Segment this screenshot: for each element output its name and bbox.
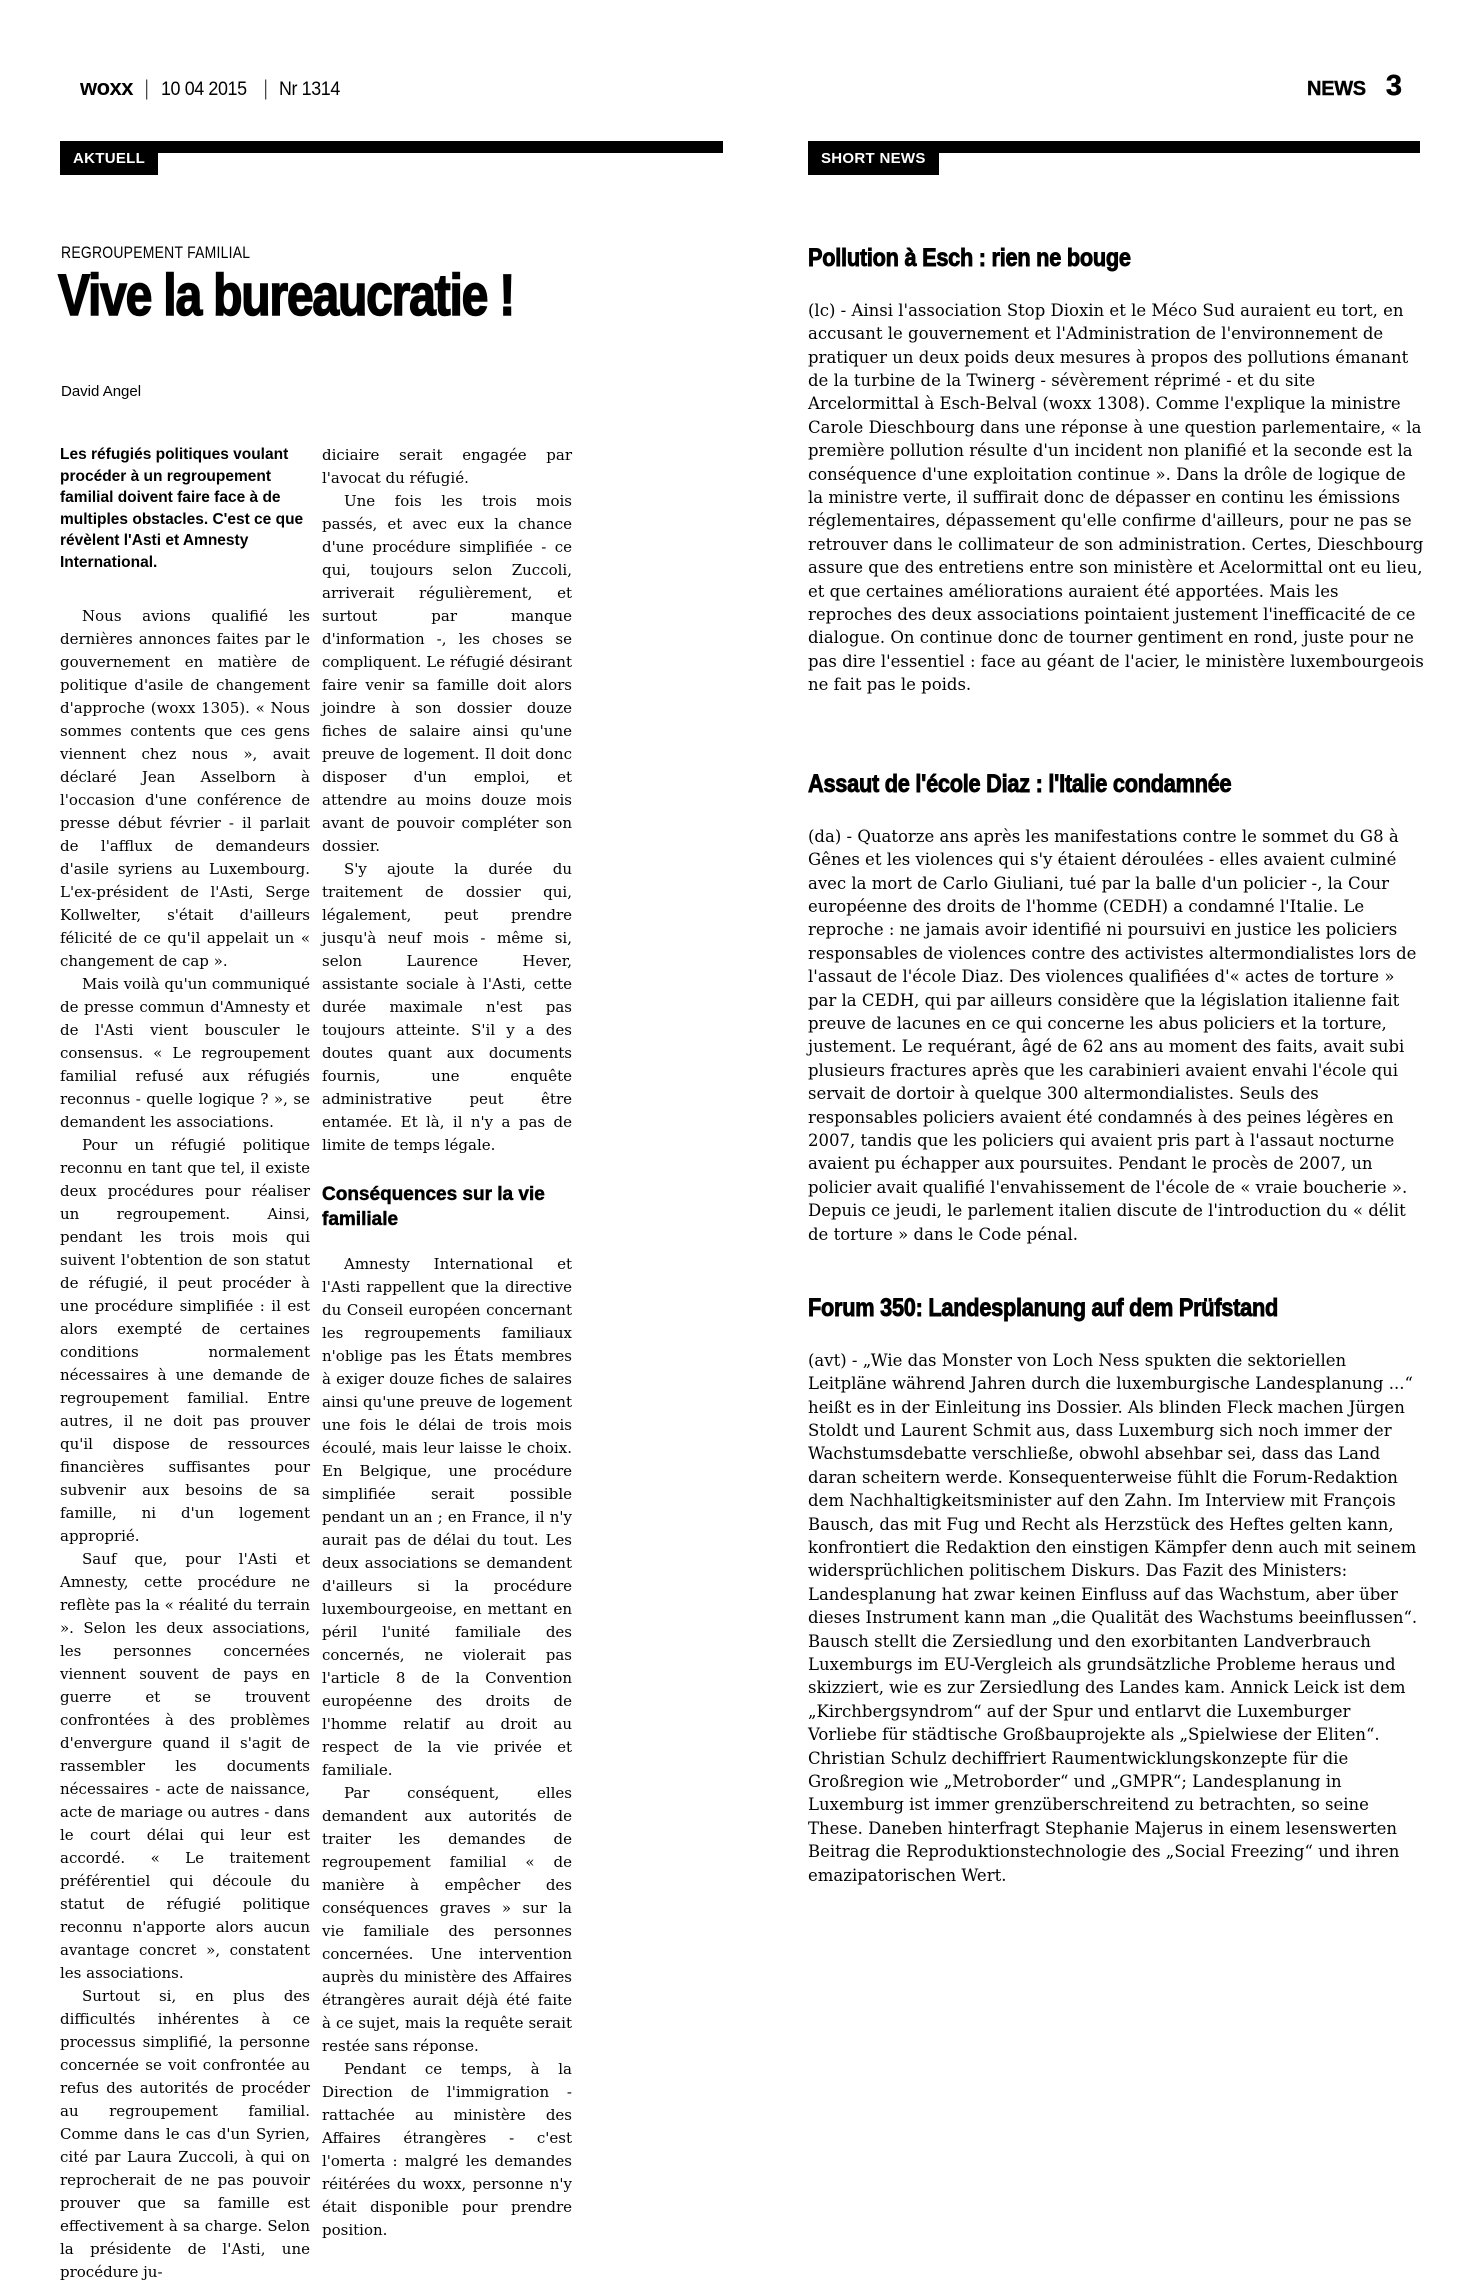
article-column-2-body: [322, 444, 572, 2242]
page-header: [80, 70, 1402, 102]
article-paragraph: Par conséquent, elles demandent aux autorités de traiter les demandes de regroupement familial « de manière à empêcher des conséquences graves » sur la vie familiale des personnes concernées. Une intervention auprès du ministère des Affaires étrangères aurait déjà été faite à ce sujet, mais la requête serait restée sans réponse.: [322, 1784, 572, 2055]
news-item-title: Pollution à Esch : rien ne bouge: [808, 244, 1131, 272]
article-kicker: REGROUPEMENT FAMILIAL: [61, 243, 251, 262]
article-paragraph: Amnesty International et l'Asti rappellent que la directive du Conseil européen concernant les regroupements familiaux n'oblige pas les États membres à exiger douze fiches de salaires ainsi qu'une preuve de logement une fois le délai de trois mois écoulé, mais leur laisse le choix. En Belgique, une procédure simplifiée serait possible pendant un an ; en France, il n'y aurait pas de délai du tout. Les deux associations se demandent d'ailleurs si la procédure luxembourgeoise, en mettant en péril l'unité familiale des concernés, ne violerait pas l'article 8 de la Convention européenne des droits de l'homme relatif au droit au respect de la vie privée et familiale.: [322, 1255, 572, 1779]
category-bar-left: [60, 141, 723, 153]
section-header: [1307, 70, 1402, 102]
news-item-text: (lc) - Ainsi l'association Stop Dioxin et le Méco Sud auraient eu tort, en accusant le gouvernement et l'Administration de l'environnement de pratiquer un deux poids deux mesures à propos des pollutions émanant de la turbine de la Twinerg - sévèrement réprimé - et du site Arcelormittal à Esch-Belval (woxx 1308). Comme l'explique la ministre Carole Dieschbourg dans une réponse à une question parlementaire, « la première pollution résulte d'un incident non planifié et la seconde est la conséquence d'une exploitation continue ». Dans la drôle de logique de la ministre verte, il suffirait donc de dépasser en continu les émissions réglementaires, dépassement qu'elle confirme d'ailleurs, pour ne pas se retrouver dans le collimateur de son administration. Certes, Dieschbourg assure que des entretiens entre son ministère et Acelormittal ont eu lieu, et que certaines améliorations auraient été apportées. Mais les reproches des deux associations pointaient justement l'inefficacité de ce dialogue. On continue donc de tourner gentiment en rond, juste pour ne pas dire l'essentiel : face au géant de l'acier, le ministère luxembourgeois ne fait pas le poids.: [808, 300, 1424, 695]
news-item: [808, 244, 1424, 697]
article-paragraph: Sauf que, pour l'Asti et Amnesty, cette procédure ne reflète pas la « réalité du terrain ». Selon les deux associations, les personnes concernées viennent souvent de pays en guerre et se trouvent confrontées à des problèmes d'envergure quand il s'agit de rassembler les documents nécessaires - acte de naissance, acte de mariage ou autres - dans le court délai qui leur est accordé. « Le traitement préférentiel qui découle du statut de réfugié politique reconnu n'apporte alors aucun avantage concret », constatent les associations.: [60, 1549, 310, 1982]
news-item: [808, 770, 1424, 1246]
article-paragraph: Une fois les trois mois passés, et avec eux la chance d'une procédure simplifiée - ce qui, toujours selon Zuccoli, arriverait régulièrement, et surtout par manque d'information -, les choses se compliquent. Le réfugié désirant faire venir sa famille doit alors joindre à son dossier douze fiches de salaire ainsi qu'une preuve de logement. Il doit donc disposer d'un emploi, et attendre au moins douze mois avant de pouvoir compléter son dossier.: [322, 492, 572, 855]
header-separator: |: [145, 76, 149, 100]
issue-date: 10 04 2015: [160, 78, 247, 100]
article-paragraph: Pendant ce temps, à la Direction de l'immigration - rattachée au ministère des Affaires étrangères - c'est l'omerta : malgré les demandes réitérées du woxx, personne n'y était disponible pour prendre position.: [322, 2060, 572, 2239]
short-news-tab: SHORT NEWS: [808, 141, 939, 175]
news-item-title: Forum 350: Landesplanung auf dem Prüfstand: [808, 1294, 1279, 1322]
brand-logo: woxx: [80, 74, 134, 100]
article-paragraph: Nous avions qualifié les dernières annonces faites par le gouvernement en matière de politique d'asile de changement d'approche (woxx 1305). « Nous sommes contents que ces gens viennent chez nous », avait déclaré Jean Asselborn à l'occasion d'une conférence de presse début février - il parlait de l'afflux de demandeurs d'asile syriens au Luxembourg. L'ex-président de l'Asti, Serge Kollwelter, s'était d'ailleurs félicité de ce qu'il appelait un « changement de cap ».: [60, 606, 310, 970]
article-byline: David Angel: [61, 383, 142, 400]
column-subhead: Conséquences sur la vie familiale: [322, 1184, 545, 1230]
article-column-2: [322, 444, 572, 2242]
header-separator: |: [263, 76, 267, 100]
article-paragraph: S'y ajoute la durée du traitement de dossier qui, légalement, peut prendre jusqu'à neuf mois - même si, selon Laurence Hever, assistante sociale à l'Asti, cette durée maximale n'est pas toujours atteinte. S'il y a des doutes quant aux documents fournis, une enquête administrative peut être entamée. Et là, il n'y a pas de limite de temps légale.: [322, 860, 572, 1154]
article-column-1-body: [60, 605, 310, 2284]
article-paragraph: Mais voilà qu'un communiqué de presse commun d'Amnesty et de l'Asti vient bousculer le consensus. « Le regroupement familial refusé aux réfugiés reconnus - quelle logique ? », se demandent les associations.: [60, 974, 310, 1131]
section-name: NEWS: [1307, 77, 1366, 100]
issue-number: Nr 1314: [279, 78, 340, 100]
news-item-text: (da) - Quatorze ans après les manifestations contre le sommet du G8 à Gênes et les violences qui s'y étaient déroulées - elles avaient culminé avec la mort de Carlo Giuliani, tué par la balle d'un policier -, la Cour européenne des droits de l'homme (CEDH) a condamné l'Italie. Le reproche : ne jamais avoir identifié ni poursuivi en justice les policiers responsables de violences contre des activistes altermondialistes lors de l'assaut de l'école Diaz. Des violences qualifiées d'« actes de torture » par la CEDH, qui par ailleurs considère que la législation italienne fait preuve de lacunes en ce qui concerne les abus policiers et la torture, justement. Le requérant, âgé de 62 ans au moment des faits, avait subi plusieurs fractures après que les carabinieri avaient envahi l'école qui servait de dortoir à quelque 300 altermondialistes. Seuls des responsables policiers avaient été condamnés à des peines légères en 2007, tandis que les policiers qui avaient pris part à l'assaut nocturne avaient pu échapper aux poursuites. Pendant le procès de 2007, un policier avait qualifié l'envahissement de l'école de « vraie boucherie ». Depuis ce jeudi, le parlement italien discute de l'introduction du « délit de torture » dans le Code pénal.: [808, 826, 1417, 1244]
article-headline: Vive la bureaucratie !: [58, 263, 515, 328]
masthead: [80, 74, 344, 100]
article-column-1: [60, 444, 310, 2284]
news-item: [808, 1294, 1424, 1887]
news-item-title: Assaut de l'école Diaz : l'Italie condamnée: [808, 770, 1232, 798]
article-paragraph: Surtout si, en plus des difficultés inhérentes à ce processus simplifié, la personne concernée se voit confrontée au refus des autorités de procéder au regroupement familial. Comme dans le cas d'un Syrien, cité par Laura Zuccoli, à qui on reprocherait de ne pas pouvoir prouver que sa famille est effectivement à sa charge. Selon la présidente de l'Asti, une procédure ju-: [60, 1986, 310, 2281]
aktuell-tab: AKTUELL: [60, 141, 158, 175]
article-paragraph: Pour un réfugié politique reconnu en tant que tel, il existe deux procédures pour réaliser un regroupement. Ainsi, pendant les trois mois qui suivent l'obtention de son statut de réfugié, il peut procéder à une procédure simplifiée : il est alors exempté de certaines conditions normalement nécessaires à une demande de regroupement familial. Entre autres, il ne doit pas prouver qu'il dispose de ressources financières suffisantes pour subvenir aux besoins de sa famille, ni d'un logement approprié.: [60, 1135, 310, 1545]
article-paragraph: diciaire serait engagée par l'avocat du réfugié.: [322, 446, 572, 487]
page-number: 3: [1385, 70, 1402, 102]
article-lead: Les réfugiés politiques voulant procéder à un regroupement familial doivent faire face à de multiples obstacles. C'est ce que révèlent l'Asti et Amnesty International.: [60, 446, 304, 571]
news-item-text: (avt) - „Wie das Monster von Loch Ness spukten die sektoriellen Leitpläne während Jahren durch die luxemburgische Landesplanung ...“ heißt es in der Einleitung ins Dossier. Als blinden Fleck machen Jürgen Stoldt und Laurent Schmit aus, dass Luxemburg sich noch immer der Wachstumsdebatte verschließe, obwohl absehbar sei, dass das Land daran scheitern werde. Konsequenterweise fühlt die Forum-Redaktion dem Nachhaltigkeitsminister auf den Zahn. Im Interview mit François Bausch, das mit Fug und Recht als Herzstück des Heftes gelten kann, konfrontiert die Redaktion den einstigen Kämpfer denn auch mit seinem widersprüchlichen politischem Diskurs. Das Fazit des Ministers: Landesplanung hat zwar keinen Einfluss auf das Wachstum, aber über dieses Instrument kann man „die Qualität des Wachstums beeinflussen“. Bausch stellt die Zersiedlung und den exorbitanten Landverbrauch Luxemburgs im EU-Vergleich als grundsätzliche Probleme heraus und skizziert, wie es zur Zersiedlung des Landes kam. Annick Leick ist dem „Kirchbergsyndrom“ auf der Spur und entlarvt die Luxemburger Vorliebe für städtische Großbauprojekte als „Spielwiese der Eliten“. Christian Schulz dechiffriert Raumentwicklungskonzepte für die Großregion wie „Metroborder“ und „GMPR“; Landesplanung in Luxemburg ist immer grenzüberschreitend zu betrachten, so seine These. Daneben hinterfragt Stephanie Majerus in einem lesenswerten Beitrag die Reproduktionstechnologie des „Social Freezing“ und ihren emazipatorischen Wert.: [808, 1350, 1418, 1885]
